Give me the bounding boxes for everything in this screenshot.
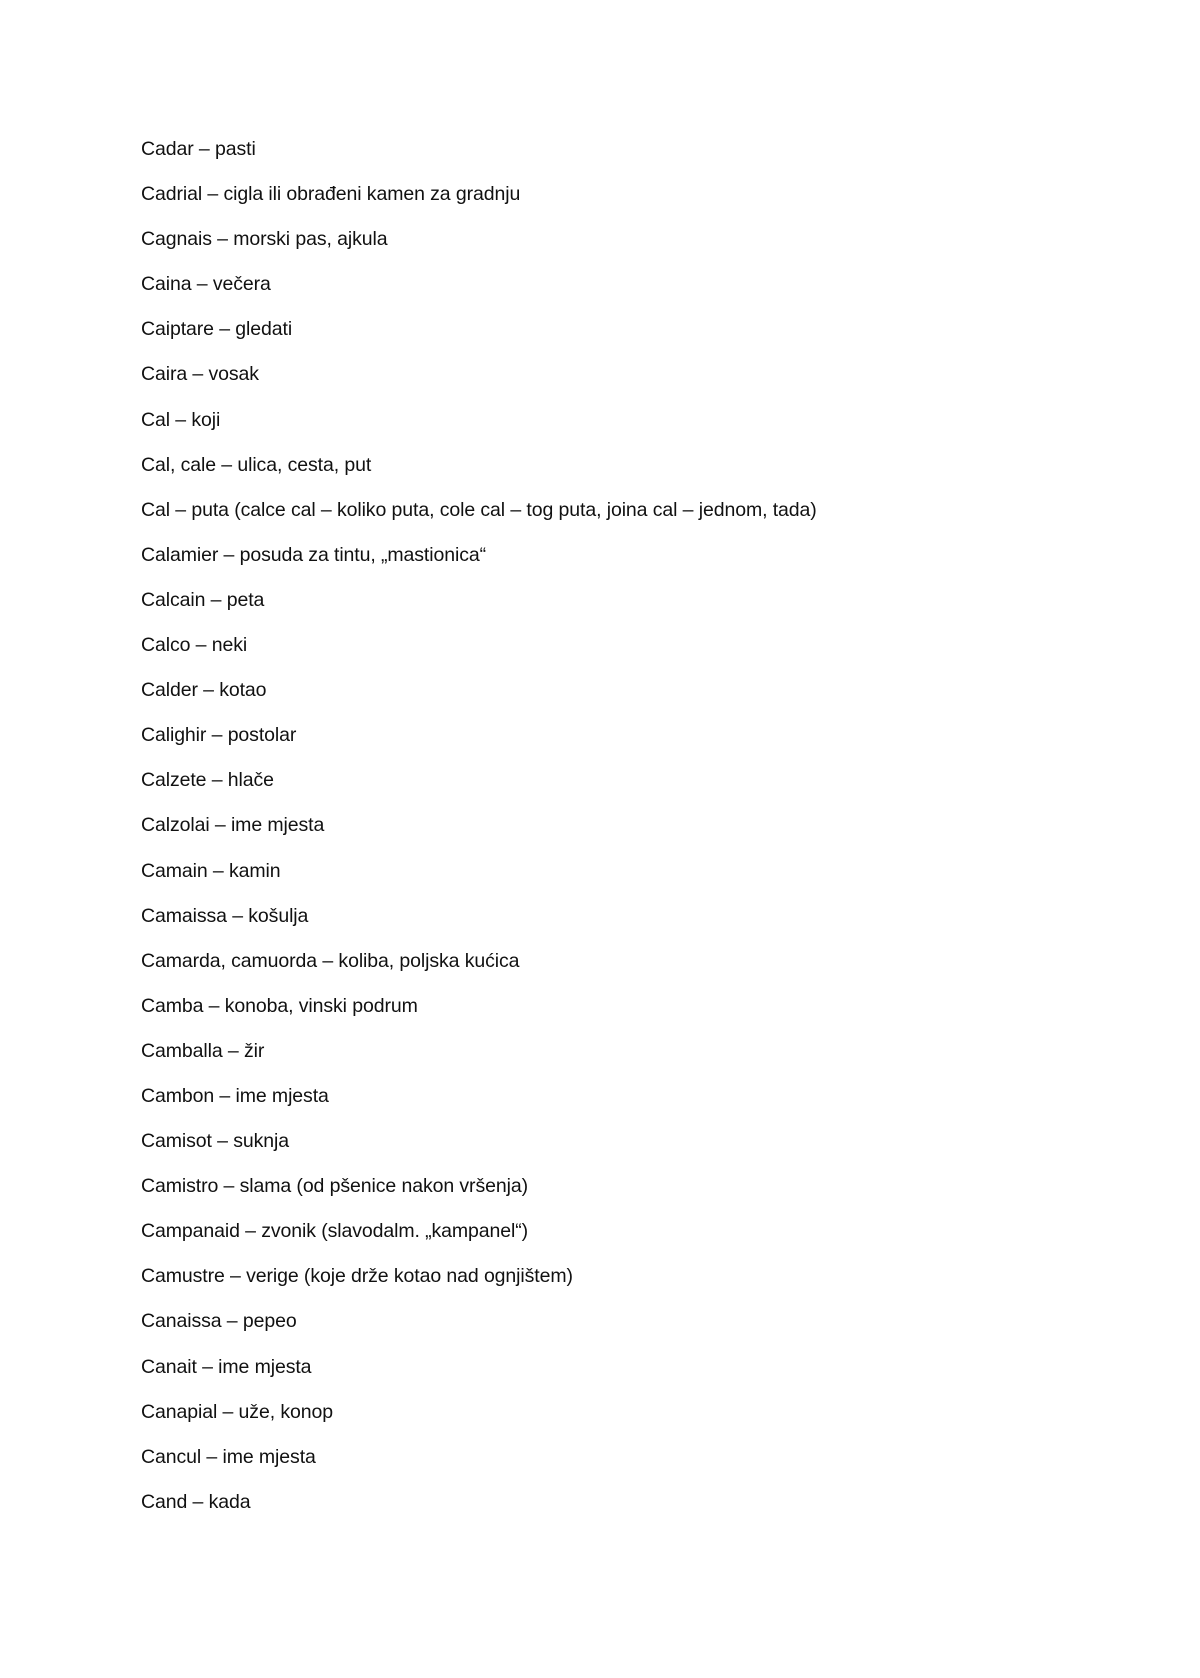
glossary-entry: Canapial – uže, konop: [141, 1400, 333, 1423]
glossary-entry: Caira – vosak: [141, 363, 259, 386]
glossary-entry: Caiptare – gledati: [141, 318, 293, 341]
glossary-entry: Cancul – ime mjesta: [141, 1445, 316, 1468]
glossary-entry: Calcain – peta: [141, 588, 265, 611]
glossary-entry: Canait – ime mjesta: [141, 1355, 312, 1378]
glossary-entry: Camballa – žir: [141, 1039, 265, 1062]
glossary-entry: Calamier – posuda za tintu, „mastionica“: [141, 543, 486, 566]
glossary-entry: Camisot – suknja: [141, 1130, 289, 1153]
glossary-entry: Cadrial – cigla ili obrađeni kamen za gradnju: [141, 183, 521, 206]
glossary-entry: Camain – kamin: [141, 859, 281, 882]
glossary-entry: Cambon – ime mjesta: [141, 1084, 329, 1107]
glossary-entry: Cand – kada: [141, 1490, 251, 1513]
glossary-entry: Cal, cale – ulica, cesta, put: [141, 453, 372, 476]
glossary-entry: Canaissa – pepeo: [141, 1310, 297, 1333]
glossary-entry: Cal – puta (calce cal – koliko puta, cole cal – tog puta, joina cal – jednom, tada): [141, 498, 817, 521]
glossary-entry: Cal – koji: [141, 408, 221, 431]
glossary-entry: Camistro – slama (od pšenice nakon vršenja): [141, 1175, 528, 1198]
glossary-entry: Calder – kotao: [141, 679, 267, 702]
glossary-entry: Calighir – postolar: [141, 724, 297, 747]
glossary-entry: Caina – večera: [141, 273, 271, 296]
glossary-list: [141, 134, 1141, 1532]
glossary-entry: Cagnais – morski pas, ajkula: [141, 228, 388, 251]
glossary-entry: Camba – konoba, vinski podrum: [141, 994, 418, 1017]
glossary-entry: Camarda, camuorda – koliba, poljska kućica: [141, 949, 520, 972]
glossary-entry: Cadar – pasti: [141, 138, 256, 160]
glossary-entry: Camustre – verige (koje drže kotao nad ognjištem): [141, 1265, 573, 1288]
glossary-entry: Calzolai – ime mjesta: [141, 814, 325, 837]
glossary-entry: Calzete – hlače: [141, 769, 274, 792]
glossary-entry: Campanaid – zvonik (slavodalm. „kampanel“): [141, 1220, 529, 1243]
glossary-entry: Calco – neki: [141, 634, 248, 657]
glossary-entry: Camaissa – košulja: [141, 904, 309, 927]
